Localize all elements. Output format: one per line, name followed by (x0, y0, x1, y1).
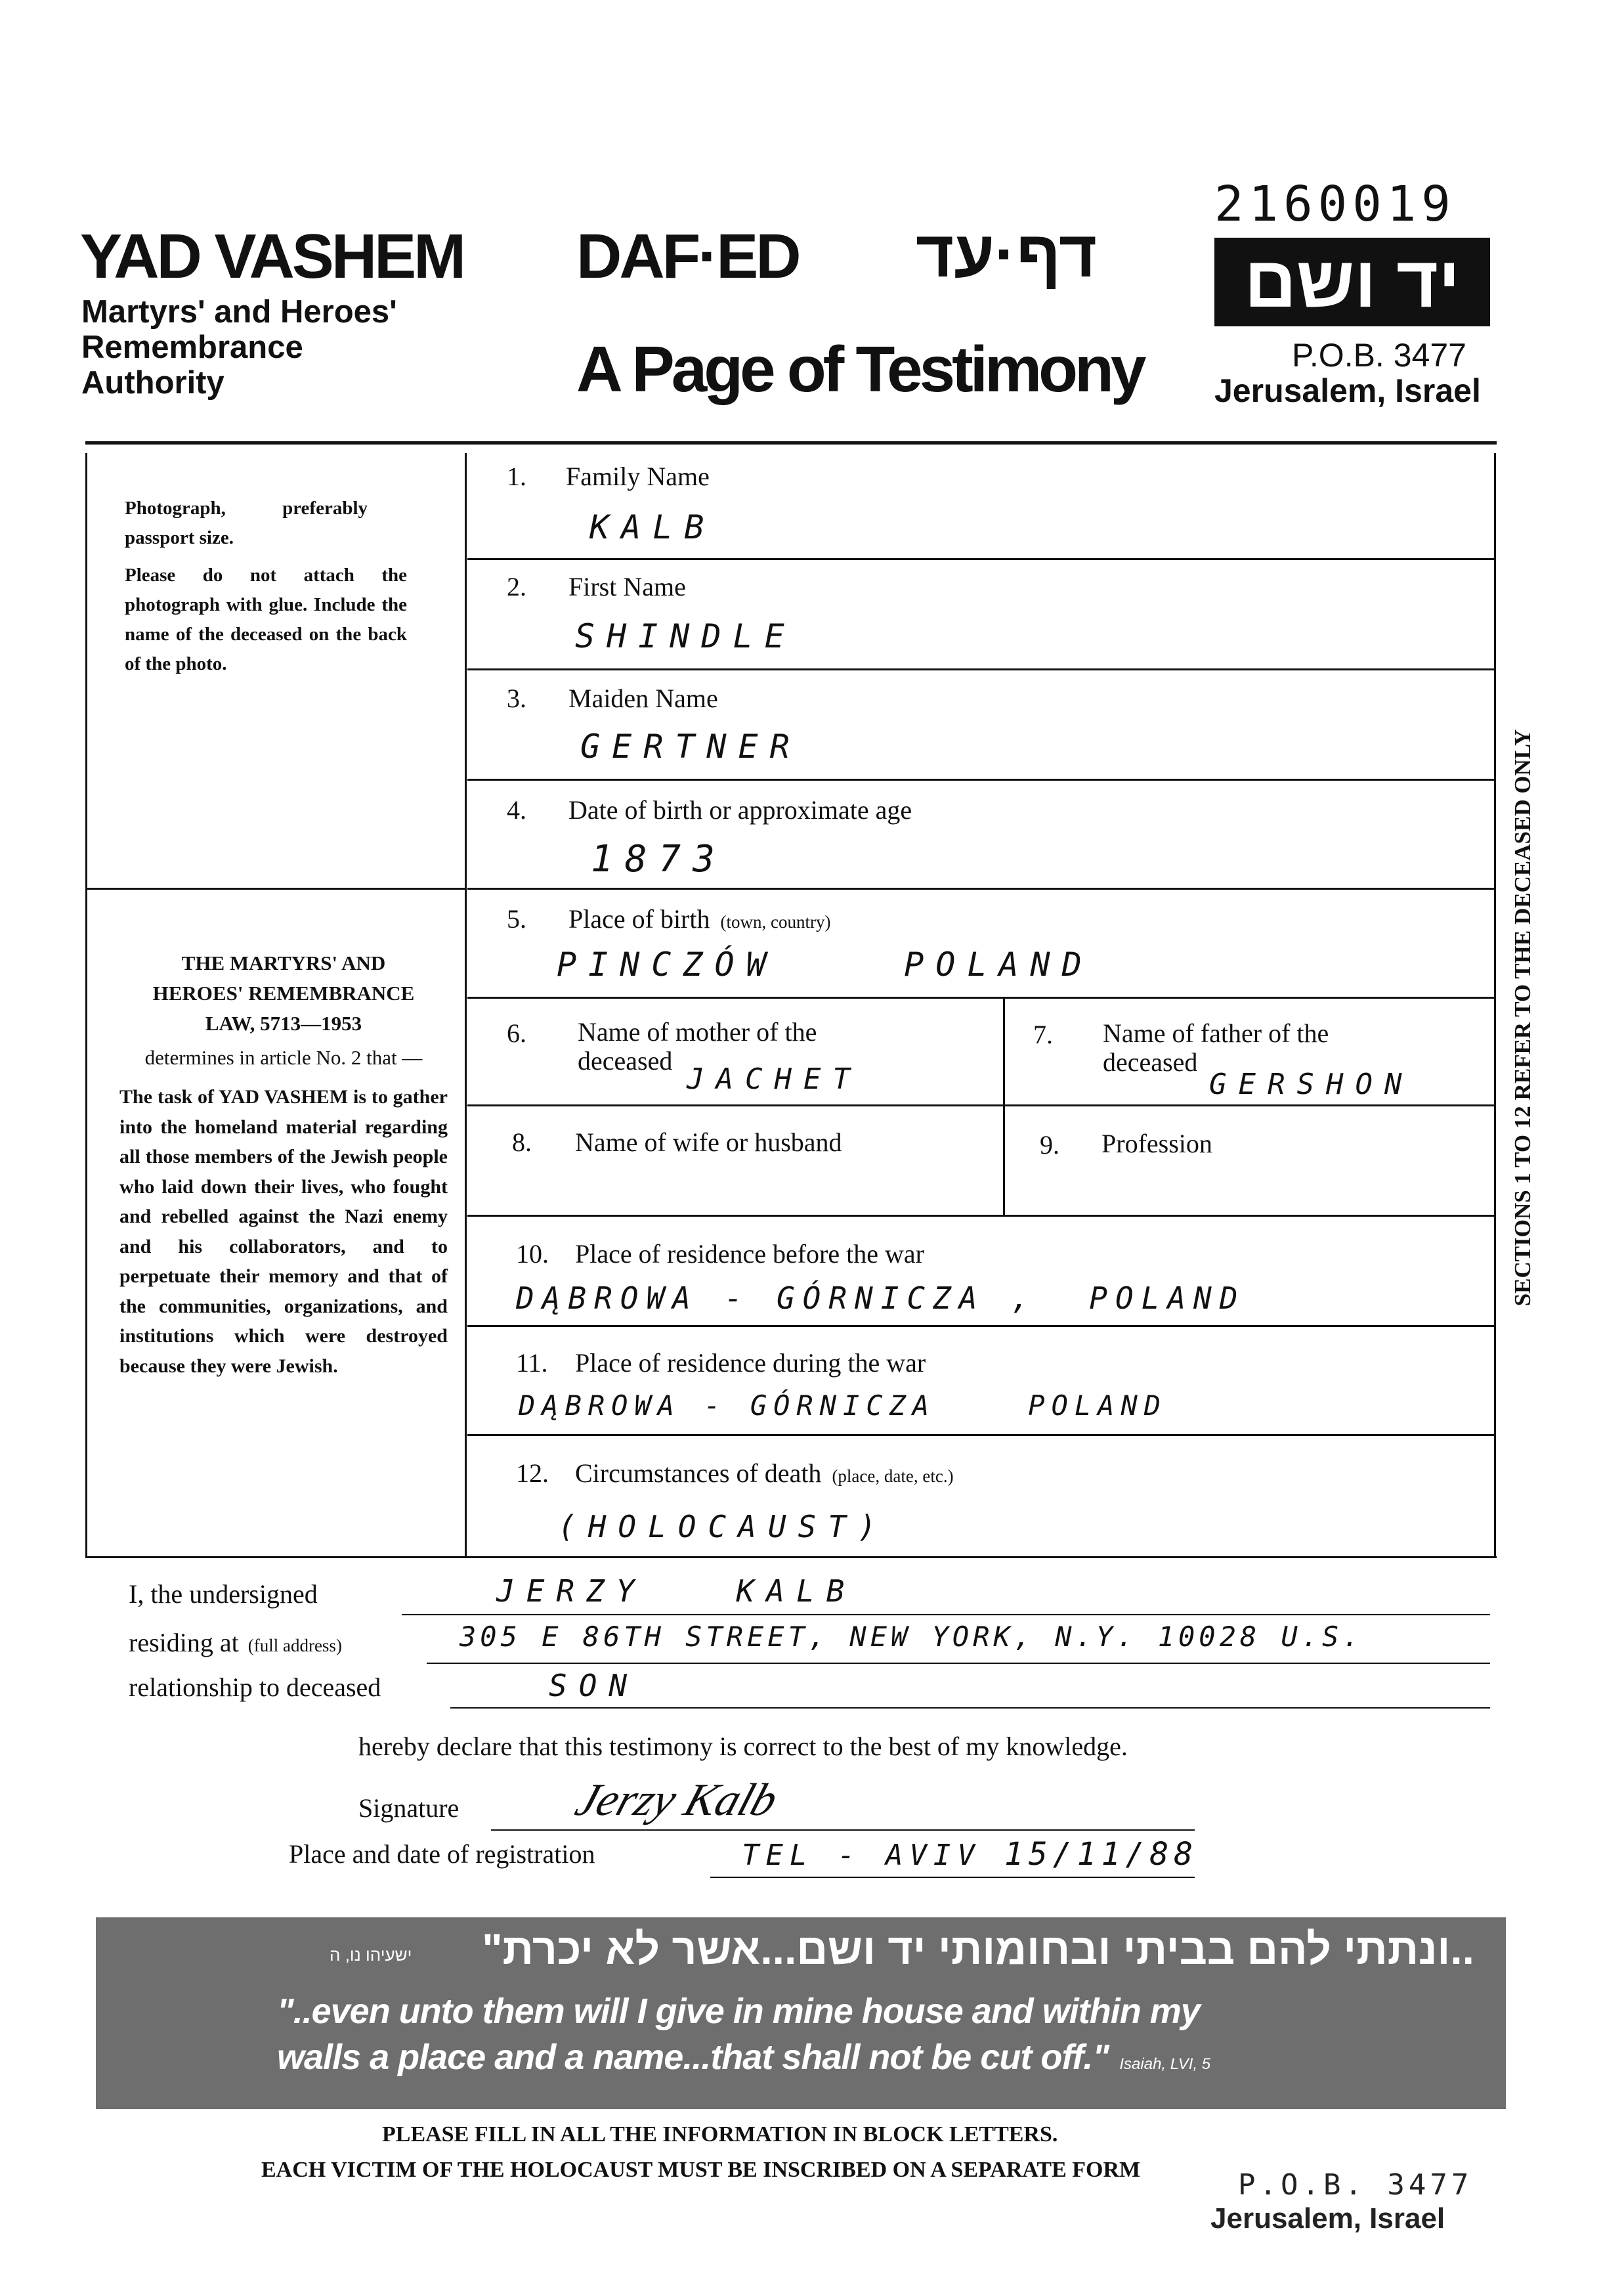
field-11-label: Place of residence during the war (575, 1348, 926, 1378)
residing-line (427, 1663, 1490, 1664)
form-left-border (85, 453, 87, 1556)
field-3-number: 3. (507, 684, 526, 713)
field-9-number: 9. (1040, 1130, 1059, 1160)
field-6-label-line: Name of mother of the (578, 1017, 817, 1047)
field-4-value[interactable]: 1873 (591, 838, 727, 881)
field-divider (467, 1104, 1494, 1106)
banner-english-ref: Isaiah, LVI, 5 (1119, 2055, 1211, 2073)
field-divider (467, 558, 1494, 560)
residing-value[interactable]: 305 E 86TH STREET, NEW YORK, N.Y. 10028 U.S. (459, 1621, 1363, 1653)
signature-value[interactable]: Jerzy Kalb (569, 1775, 784, 1825)
field-8-label: Name of wife or husband (575, 1127, 842, 1157)
relationship-value[interactable]: SON (549, 1668, 639, 1703)
header-pob: P.O.B. 3477 (1292, 337, 1466, 374)
field-11-value[interactable]: DĄBROWA - GÓRNICZA POLAND (519, 1389, 1168, 1422)
field-12-value[interactable]: (HOLOCAUST) (558, 1509, 888, 1544)
field-1-value[interactable]: KALB (589, 508, 716, 546)
form-right-border (1494, 453, 1496, 1556)
org-subtitle-line: Authority (81, 365, 224, 401)
field-7-number: 7. (1033, 1020, 1053, 1049)
document-number: 2160019 (1214, 176, 1456, 232)
field-divider (467, 668, 1494, 670)
field-divider (467, 1434, 1494, 1436)
photo-note-line: Please do not attach the photograph with glue. Include the name of the deceased on the back of the photo. (125, 565, 407, 674)
field-2-label: First Name (568, 572, 686, 601)
left-column-divider (465, 453, 467, 1556)
field-11-number: 11. (516, 1348, 548, 1378)
field-5-label-group (568, 904, 830, 934)
field-10-number: 10. (516, 1239, 549, 1269)
field-12-label: Circumstances of death (575, 1458, 822, 1488)
field-3-label: Maiden Name (568, 684, 718, 713)
field-8-number: 8. (512, 1127, 532, 1157)
banner-english-text: walls a place and a name...that shall not be cut off." (277, 2038, 1109, 2077)
field-4-label: Date of birth or approximate age (568, 795, 912, 825)
residing-label: residing at (129, 1628, 239, 1657)
form-top-border (85, 441, 1497, 445)
field-12-label-group (575, 1458, 954, 1489)
field-6-value[interactable]: JACHET (687, 1062, 862, 1096)
form-bottom-border (85, 1556, 1497, 1558)
field-6-label-line: deceased (578, 1046, 673, 1076)
page-title: A Page of Testimony (576, 333, 1143, 405)
field-2-value[interactable]: SHINDLE (575, 617, 796, 655)
undersigned-line (402, 1614, 1490, 1615)
header-city: Jerusalem, Israel (1214, 372, 1481, 409)
field-6-number: 6. (507, 1018, 526, 1048)
field-12-number: 12. (516, 1458, 549, 1488)
place-date-label: Place and date of registration (289, 1839, 595, 1869)
field-5-number: 5. (507, 904, 526, 934)
undersigned-label: I, the undersigned (129, 1579, 318, 1609)
law-intro: determines in article No. 2 that — (144, 1046, 423, 1069)
registration-date-value[interactable]: 15/11/88 (1004, 1836, 1199, 1873)
relationship-label: relationship to deceased (129, 1672, 381, 1702)
org-subtitle-line: Remembrance (81, 330, 303, 365)
law-body: The task of YAD VASHEM is to gather into the homeland material regarding all those members of the Jewish people who laid down their lives, who fought and rebelled against the Nazi enemy and his collaborators, and to perpetuate their memory and that of the communities, organizations, and institutions which were destroyed because they were Jewish. (119, 1086, 448, 1377)
signature-line (491, 1829, 1195, 1831)
stamp-pob: P.O.B. 3477 (1238, 2168, 1473, 2202)
field-divider (467, 779, 1494, 781)
footer-instruction: PLEASE FILL IN ALL THE INFORMATION IN BLOCK LETTERS. (382, 2122, 1058, 2147)
undersigned-value[interactable]: JERZY KALB (496, 1573, 857, 1609)
org-subtitle-line: Martyrs' and Heroes' (81, 294, 397, 330)
field-1-number: 1. (507, 462, 526, 491)
banner-english-line: "..even unto them will I give in mine house and within my (277, 1992, 1200, 2031)
field-9-label: Profession (1101, 1129, 1212, 1158)
side-note-sections: SECTIONS 1 TO 12 REFER TO THE DECEASED ONLY (1510, 729, 1535, 1307)
photo-box-bottom (85, 888, 465, 890)
field-7-label-line: deceased (1103, 1047, 1198, 1077)
daf-ed-title: DAF·ED (576, 221, 799, 292)
residing-label-group (129, 1627, 342, 1658)
stamp-city: Jerusalem, Israel (1210, 2202, 1445, 2234)
residing-label-note: (full address) (247, 1636, 342, 1655)
field-5-label: Place of birth (568, 904, 710, 934)
field-5-value[interactable]: PINCZÓW POLAND (557, 946, 1094, 984)
registration-place-value[interactable]: TEL - AVIV (742, 1839, 981, 1872)
field-3-value[interactable]: GERTNER (580, 728, 801, 766)
declaration-statement: hereby declare that this testimony is correct to the best of my knowledge. (358, 1732, 1128, 1761)
field-7-label-line: Name of father of the (1103, 1018, 1329, 1048)
banner-hebrew-ref: ישעיהו נו, ה (330, 1945, 412, 1965)
field-divider (467, 888, 1494, 890)
org-subtitle (81, 294, 397, 401)
footer-instruction: EACH VICTIM OF THE HOLOCAUST MUST BE INSCRIBED ON A SEPARATE FORM (261, 2158, 1141, 2182)
yad-vashem-logo: יד ושם (1214, 238, 1490, 326)
field-divider (467, 997, 1494, 999)
relationship-line (450, 1707, 1490, 1709)
org-name: YAD VASHEM (80, 221, 464, 292)
field-6-7-divider (1003, 997, 1005, 1215)
field-divider (467, 1215, 1494, 1217)
photo-note-line: Photograph, preferably passport size. (125, 498, 368, 548)
field-4-number: 4. (507, 795, 526, 825)
signature-label: Signature (358, 1793, 459, 1823)
field-7-value[interactable]: GERSHON (1209, 1068, 1414, 1101)
field-divider (467, 1325, 1494, 1327)
daf-ed-hebrew: דף·עד (916, 217, 1098, 291)
field-12-label-note: (place, date, etc.) (832, 1466, 954, 1486)
field-10-label: Place of residence before the war (575, 1239, 924, 1269)
photo-note (125, 494, 407, 679)
banner-english-line (277, 2037, 1210, 2078)
field-1-label: Family Name (566, 462, 710, 491)
place-date-line (710, 1877, 1195, 1878)
law-title: THE MARTYRS' AND HEROES' REMEMBRANCE LAW, 5713—1953 (152, 951, 415, 1035)
field-5-label-note: (town, country) (720, 912, 831, 932)
field-10-value[interactable]: DĄBROWA - GÓRNICZA , POLAND (516, 1280, 1246, 1316)
banner-hebrew-quote: ..ונתתי להם בביתי ובחומותי יד ושם...אשר לא יכרת" (482, 1925, 1474, 1973)
isaiah-quote-banner (96, 1917, 1506, 2109)
field-2-number: 2. (507, 572, 526, 601)
law-section (119, 948, 448, 1381)
